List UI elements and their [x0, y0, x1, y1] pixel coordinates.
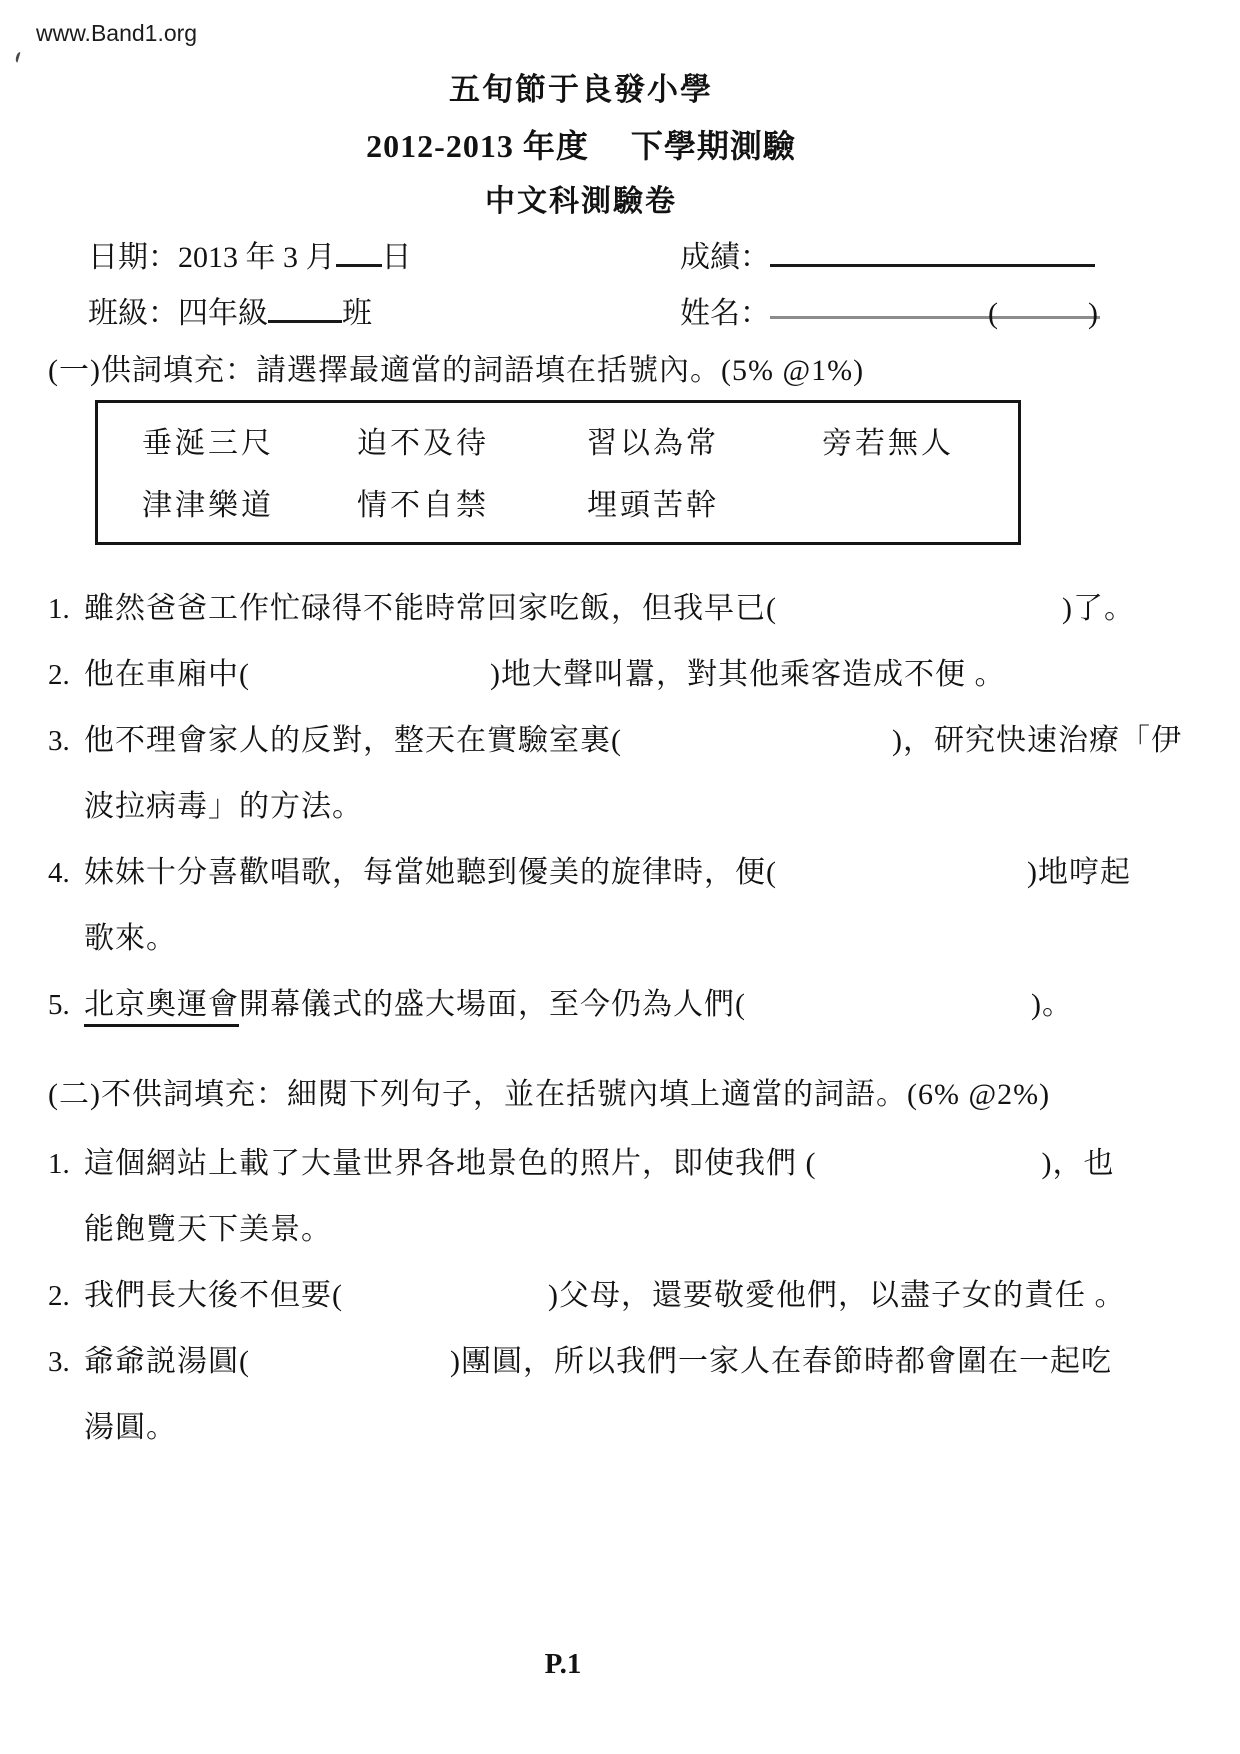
s1-question-5 — [48, 972, 1240, 1038]
question-text: 我們長大後不但要( — [84, 1279, 343, 1312]
question-text: 開幕儀式的盛大場面，至今仍為人們( — [239, 988, 746, 1021]
class-blank — [268, 290, 342, 323]
class-label: 班級：四年級 — [88, 297, 268, 330]
school-name: 五旬節于良發小學 — [449, 72, 713, 107]
s1-question-2 — [48, 642, 1240, 708]
word-bank-item: 垂涎三尺 — [142, 427, 274, 460]
date-blank — [336, 234, 382, 267]
date-suffix: 日 — [381, 241, 412, 274]
name-field — [680, 286, 1240, 342]
section2-heading: (二)不供詞填充：細閱下列句子，並在括號內填上適當的詞語。(6% @2%) — [48, 1078, 1051, 1111]
question-text: 雖然爸爸工作忙碌得不能時常回家吃飯，但我早已( — [84, 592, 777, 625]
s2-question-3 — [48, 1329, 1240, 1395]
question-text: 他在車廂中( — [84, 658, 250, 691]
info-row-1 — [88, 230, 1240, 286]
date-field — [88, 230, 680, 286]
question-text: )了。 — [1062, 592, 1135, 625]
scan-artifact-mark — [15, 51, 24, 63]
s1-question-3-continuation — [48, 774, 1240, 840]
page-number: P.1 — [544, 1648, 582, 1680]
score-label: 成績： — [680, 241, 770, 274]
question-text: 湯圓。 — [84, 1411, 177, 1444]
question-text: 這個網站上載了大量世界各地景色的照片，即使我們 ( — [84, 1147, 817, 1180]
name-blank — [770, 286, 1100, 330]
question-number: 3. — [48, 1346, 70, 1378]
question-text: )團圓，所以我們一家人在春節時都會圍在一起吃 — [450, 1345, 1112, 1378]
word-bank-item: 迫不及待 — [357, 427, 489, 460]
paper-title: 中文科測驗卷 — [485, 185, 677, 218]
s2-question-1 — [48, 1131, 1240, 1197]
question-text: 歌來。 — [84, 922, 177, 955]
question-text: )父母，還要敬愛他們，以盡子女的責任 。 — [548, 1279, 1126, 1312]
s2-question-1-continuation — [48, 1197, 1240, 1263]
name-label: 姓名： — [680, 297, 770, 330]
question-number: 1. — [48, 593, 70, 625]
s1-question-4-continuation — [48, 906, 1240, 972]
question-text: 爺爺説湯圓( — [84, 1345, 250, 1378]
question-text: )地大聲叫囂，對其他乘客造成不便 。 — [490, 658, 1006, 691]
section2-questions — [48, 1131, 1240, 1461]
question-text: )地哼起 — [1027, 856, 1131, 889]
s1-question-3 — [48, 708, 1240, 774]
word-bank-item: 習以為常 — [587, 427, 719, 460]
question-text: 波拉病毒」的方法。 — [84, 790, 363, 823]
date-label: 日期：2013 年 3 月 — [88, 241, 336, 274]
year-term-title: 2012-2013 年度 下學期測驗 — [366, 128, 796, 164]
word-bank-box — [95, 400, 1021, 545]
question-text: 能飽覽天下美景。 — [84, 1213, 332, 1246]
question-text: )，也 — [1041, 1147, 1115, 1180]
class-field — [88, 286, 680, 342]
score-blank — [770, 234, 1095, 267]
underlined-term: 北京奧運會 — [84, 988, 239, 1027]
word-bank-item: 津津樂道 — [142, 489, 274, 522]
question-number: 5. — [48, 989, 70, 1021]
word-bank-row-1 — [142, 423, 1018, 465]
info-row-2 — [88, 286, 1240, 342]
s2-question-2 — [48, 1263, 1240, 1329]
word-bank-row-2 — [142, 485, 1018, 527]
score-field — [680, 230, 1240, 286]
question-text: )，研究快速治療「伊 — [892, 724, 1182, 757]
question-text: )。 — [1031, 988, 1073, 1021]
question-number: 2. — [48, 1280, 70, 1312]
word-bank-item: 情不自禁 — [357, 489, 489, 522]
question-number: 3. — [48, 725, 70, 757]
word-bank-item: 埋頭苦幹 — [587, 489, 719, 522]
question-text: 妹妹十分喜歡唱歌，每當她聽到優美的旋律時，便( — [84, 856, 777, 889]
question-number: 1. — [48, 1148, 70, 1180]
s2-question-3-continuation — [48, 1395, 1240, 1461]
title-block — [46, 62, 1116, 230]
question-number: 2. — [48, 659, 70, 691]
s1-question-1 — [48, 576, 1240, 642]
student-info-block — [88, 230, 1240, 342]
class-suffix: 班 — [342, 297, 372, 330]
s1-question-4 — [48, 840, 1240, 906]
paper-body — [48, 342, 1240, 1692]
section1-heading: (一)供詞填充：請選擇最適當的詞語填在括號內。(5% @1%) — [48, 354, 865, 387]
section1-questions — [48, 576, 1240, 1038]
word-bank-item: 旁若無人 — [822, 427, 954, 460]
question-number: 4. — [48, 857, 70, 889]
name-paren: ( ) — [988, 297, 1098, 330]
watermark-url: www.Band1.org — [36, 20, 198, 46]
question-text: 他不理會家人的反對，整天在實驗室裏( — [84, 724, 622, 757]
